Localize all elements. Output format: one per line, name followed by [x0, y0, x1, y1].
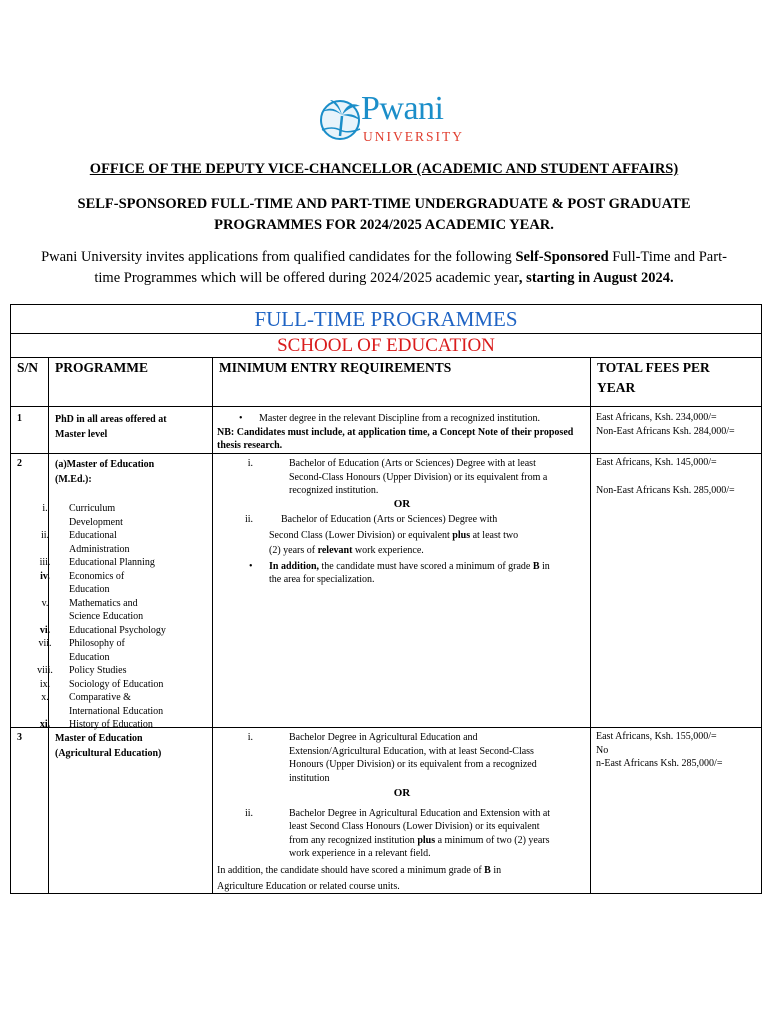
specialization-item: [21, 637, 211, 664]
or-separator: OR: [393, 787, 411, 799]
specialization-line: History of Education: [69, 719, 153, 730]
specialization-line: Philosophy of: [69, 638, 125, 649]
specialization-number: vi.: [39, 624, 51, 636]
specialization-name: [69, 570, 124, 597]
specialization-item: [21, 624, 211, 638]
logo-subtitle: UNIVERSITY: [363, 129, 464, 144]
requirement-text: [289, 457, 547, 498]
intro-text: Pwani University invites applications from qualified candidates for the following: [41, 249, 516, 265]
requirement-text: the area for specialization.: [269, 574, 375, 585]
specialization-line: Educational Psychology: [69, 624, 166, 636]
specialization-item: [21, 718, 211, 732]
specialization-number: vii.: [38, 638, 52, 649]
requirement-line: recognized institution.: [289, 485, 379, 496]
specialization-line: Curriculum: [69, 503, 116, 514]
requirement-number: i.: [247, 732, 253, 743]
specialization-item: [21, 556, 211, 570]
requirement-text: [289, 807, 550, 861]
row-sn: 3: [17, 732, 22, 743]
requirement-text: Master degree in the relevant Discipline from a recognized institution.: [259, 413, 541, 424]
specialization-item: [21, 664, 211, 678]
requirement-line: institution: [289, 772, 330, 784]
programme-name-line: (Agricultural Education): [55, 748, 162, 759]
specialization-line: Comparative &: [69, 692, 131, 703]
intro-emphasis: , starting in August 2024.: [518, 270, 674, 286]
header-fees-line: TOTAL FEES PER: [597, 360, 710, 375]
specialization-item: [21, 570, 211, 597]
specialization-line: Educational: [69, 530, 117, 541]
specialization-number: i.: [42, 503, 48, 514]
specialization-line: Sociology of Education: [69, 678, 164, 690]
requirement-number: ii.: [244, 807, 253, 819]
entry-requirements: [217, 457, 587, 587]
intro-text: Full-Time and Part-time Programmes which will be offered during 2024/2025 academic year: [94, 249, 727, 286]
requirement-bullet: [217, 560, 587, 587]
requirement-line: least Second Class Honours (Lower Division) or its equivalent: [289, 821, 540, 832]
palm-tree-icon: [318, 94, 366, 142]
specialization-number: x.: [41, 692, 49, 703]
specialization-item: [21, 597, 211, 624]
requirement-grade: B: [532, 560, 540, 572]
subtitle-line: SELF-SPONSORED FULL-TIME AND PART-TIME UNDERGRADUATE & POST GRADUATE: [77, 196, 691, 212]
specialization-line: Educational Planning: [69, 557, 155, 568]
header-fees-line: YEAR: [597, 380, 636, 395]
header-sn: S/N: [17, 360, 39, 375]
specialization-line: Economics of: [69, 570, 125, 582]
specialization-item: [21, 502, 211, 529]
requirement-item: [217, 731, 587, 785]
requirement-line: [217, 544, 587, 558]
requirement-text: the candidate must have scored a minimum of grade: [319, 560, 533, 572]
specialization-name: [69, 502, 123, 529]
specialization-name: [69, 664, 127, 678]
specialization-number: iv.: [40, 570, 50, 582]
requirement-line: work experience in a relevant field.: [289, 848, 431, 859]
fees: [596, 730, 722, 771]
requirement-line: from any recognized institution: [289, 834, 418, 846]
requirement-text: at least two: [470, 529, 519, 541]
header-fees: [597, 358, 710, 398]
requirement-addition: [217, 863, 587, 895]
specialization-name: [69, 691, 163, 718]
programmes-table: [10, 304, 762, 894]
pwani-university-logo: [318, 90, 464, 150]
requirement-text: in: [490, 864, 502, 876]
requirement-text: in: [539, 560, 550, 572]
specialization-line: Mathematics and: [69, 597, 138, 609]
specialization-number: v.: [41, 597, 49, 609]
requirement-line: a minimum of two (2) years: [435, 834, 550, 846]
fees: [596, 456, 735, 497]
requirement-item: [217, 513, 587, 527]
requirement-grade: B: [484, 864, 491, 876]
intro-emphasis: Self-Sponsored: [515, 249, 609, 265]
school-heading: SCHOOL OF EDUCATION: [11, 333, 761, 358]
row-divider: [11, 453, 761, 454]
requirement-line: [217, 529, 587, 543]
specialization-item: [21, 678, 211, 692]
requirement-item: [217, 457, 587, 498]
office-heading: OFFICE OF THE DEPUTY VICE-CHANCELLOR (ACADEMIC AND STUDENT AFFAIRS): [89, 161, 679, 177]
row-sn: 1: [17, 413, 22, 424]
header-programme: PROGRAMME: [55, 360, 148, 375]
requirement-text: [289, 731, 537, 785]
or-separator: OR: [393, 497, 411, 510]
requirement-line: Bachelor Degree in Agricultural Education and: [289, 732, 478, 743]
requirement-line: Second-Class Honours (Upper Division) or its equivalent from a: [289, 471, 548, 483]
fee-east-africans: East Africans, Ksh. 145,000/=: [596, 457, 717, 468]
programme-name-line: (a)Master of Education: [55, 459, 155, 470]
specialization-name: [69, 718, 153, 732]
fee-non-east-africans: Non-East Africans Ksh. 285,000/=: [596, 484, 735, 496]
requirement-text: (2) years of: [269, 545, 318, 556]
specialization-name: [69, 529, 130, 556]
requirement-text: In addition, the candidate should have scored a minimum grade of: [217, 864, 485, 876]
header-requirements: MINIMUM ENTRY REQUIREMENTS: [219, 360, 452, 375]
requirement-number: ii.: [244, 514, 253, 525]
specialization-number: viii.: [37, 665, 53, 676]
entry-requirements: [217, 412, 587, 453]
specialization-item: [21, 529, 211, 556]
requirement-text: Agriculture Education or related course units.: [217, 880, 400, 892]
specialization-number: ix.: [39, 678, 51, 690]
specialization-number: ii.: [40, 530, 50, 541]
table-banner: FULL-TIME PROGRAMMES: [11, 305, 761, 334]
requirement-line: Bachelor of Education (Arts or Sciences) Degree with at least: [289, 458, 536, 469]
bullet-icon: •: [239, 413, 243, 424]
column-divider: [212, 357, 213, 893]
fee-non-east-africans: Non-East Africans Ksh. 284,000/=: [596, 425, 735, 437]
requirement-line: Bachelor Degree in Agricultural Education and Extension with at: [289, 807, 551, 819]
requirement-note: [217, 426, 587, 453]
specialization-number: xi.: [39, 719, 51, 730]
requirement-number: i.: [247, 458, 253, 469]
programme-name-line: (M.Ed.):: [55, 474, 92, 485]
requirement-bullet: [217, 412, 587, 426]
column-divider: [590, 357, 591, 893]
specialization-name: [69, 556, 155, 570]
requirement-emphasis: In addition,: [269, 560, 320, 572]
subtitle-line: PROGRAMMES FOR 2024/2025 ACADEMIC YEAR.: [214, 217, 554, 233]
specialization-number: iii.: [39, 557, 51, 568]
requirement-text: work experience.: [352, 545, 424, 556]
document-subtitle: [40, 194, 728, 236]
programme-name-line: Master of Education: [55, 733, 143, 744]
requirement-emphasis: plus: [452, 529, 471, 541]
specialization-name: [69, 637, 125, 664]
specialization-name: [69, 678, 163, 692]
fee-non-east-africans: No: [596, 744, 609, 756]
note-label: NB:: [217, 426, 235, 438]
specialization-line: International Education: [69, 705, 164, 717]
intro-paragraph: [40, 247, 728, 289]
specialization-list: [21, 502, 211, 732]
programme-name-line: PhD in all areas offered at: [55, 414, 167, 425]
note-text: Candidates must include, at application time, a Concept Note of their proposed thesis research.: [217, 426, 574, 451]
programme-name: [55, 731, 161, 761]
specialization-line: Education: [69, 651, 110, 663]
specialization-line: Administration: [69, 543, 130, 555]
entry-requirements: [217, 731, 587, 895]
fees: [596, 411, 735, 438]
programme-name: [55, 457, 154, 487]
specialization-line: Science Education: [69, 611, 144, 622]
fee-east-africans: East Africans, Ksh. 155,000/=: [596, 731, 717, 742]
specialization-name: [69, 624, 166, 638]
row-divider: [11, 406, 761, 407]
requirement-line: Extension/Agricultural Education, with at least Second-Class: [289, 745, 534, 757]
requirement-item: [217, 807, 587, 861]
fee-non-east-africans: n-East Africans Ksh. 285,000/=: [596, 758, 723, 769]
specialization-line: Education: [69, 584, 110, 595]
programme-name: [55, 412, 167, 442]
specialization-line: Development: [69, 516, 123, 528]
specialization-line: Policy Studies: [69, 665, 127, 676]
logo-wordmark: Pwani: [361, 90, 444, 127]
requirement-line: Honours (Upper Division) or its equivalent from a recognized: [289, 759, 537, 770]
row-sn: 2: [17, 458, 22, 469]
fee-east-africans: East Africans, Ksh. 234,000/=: [596, 412, 717, 423]
bullet-icon: •: [249, 560, 253, 572]
requirement-line: Bachelor of Education (Arts or Sciences) Degree with: [281, 514, 498, 525]
specialization-item: [21, 691, 211, 718]
specialization-name: [69, 597, 143, 624]
requirement-emphasis: relevant: [317, 545, 353, 556]
requirement-text: Second Class (Lower Division) or equivalent: [269, 529, 453, 541]
requirement-emphasis: plus: [417, 834, 436, 846]
programme-name-line: Master level: [55, 429, 108, 440]
